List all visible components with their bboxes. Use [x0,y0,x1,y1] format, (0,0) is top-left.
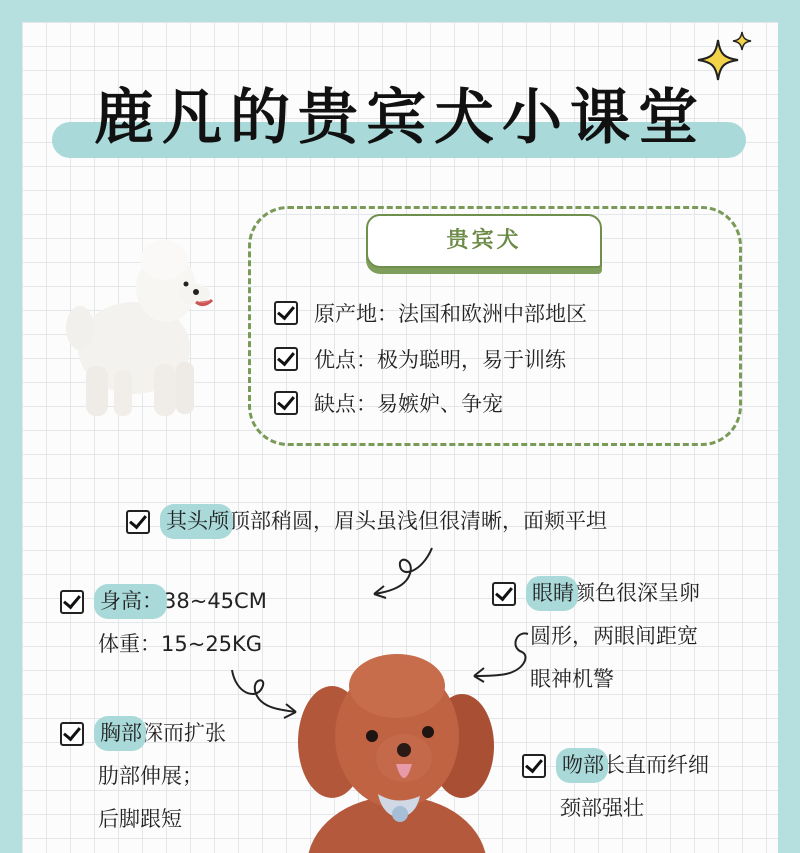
feature-text: 顶部稍圆，眉头虽浅但很清晰，面颊平坦 [229,509,607,533]
breed-tag: 贵宾犬 [366,214,602,268]
feature-text: 体重：15~25KG [98,632,263,656]
poster [22,22,778,853]
info-text: 缺点：易嫉妒、争宠 [314,392,503,416]
info-text: 优点：极为聪明，易于训练 [314,348,566,372]
feature-size [60,580,267,666]
white-poodle-image [46,236,216,426]
sparkle-icon [690,30,760,90]
red-poodle-image [292,646,502,853]
feature-head [126,500,607,543]
checkbox-icon [522,754,546,778]
info-line-cons [274,388,503,418]
feature-highlight: 身高： [100,580,163,623]
feature-text: 38~45CM [163,589,267,613]
feature-highlight: 胸部 [100,712,142,755]
poster-title: 鹿凡的贵宾犬小课堂 [94,83,706,153]
feature-muzzle [522,744,709,830]
checkbox-icon [492,582,516,606]
feature-text: 颈部强壮 [560,796,644,820]
curly-arrow-icon [362,542,442,602]
checkbox-icon [274,301,298,325]
checkbox-icon [60,722,84,746]
info-line-pros [274,344,566,374]
feature-text: 颜色很深呈卵 [574,581,700,605]
feature-highlight: 其头颅 [166,500,229,543]
feature-highlight: 吻部 [562,744,604,787]
feature-highlight: 眼睛 [532,572,574,615]
checkbox-icon [126,510,150,534]
feature-text: 眼神机警 [530,667,614,691]
checkbox-icon [274,391,298,415]
feature-text: 圆形，两眼间距宽 [530,624,698,648]
feature-text: 肋部伸展； [98,764,203,788]
info-line-origin [274,298,587,328]
feature-chest [60,712,226,841]
checkbox-icon [60,590,84,614]
checkbox-icon [274,347,298,371]
feature-text: 后脚跟短 [98,807,182,831]
feature-text: 深而扩张 [142,721,226,745]
feature-text: 长直而纤细 [604,753,709,777]
info-text: 原产地：法国和欧洲中部地区 [314,302,587,326]
